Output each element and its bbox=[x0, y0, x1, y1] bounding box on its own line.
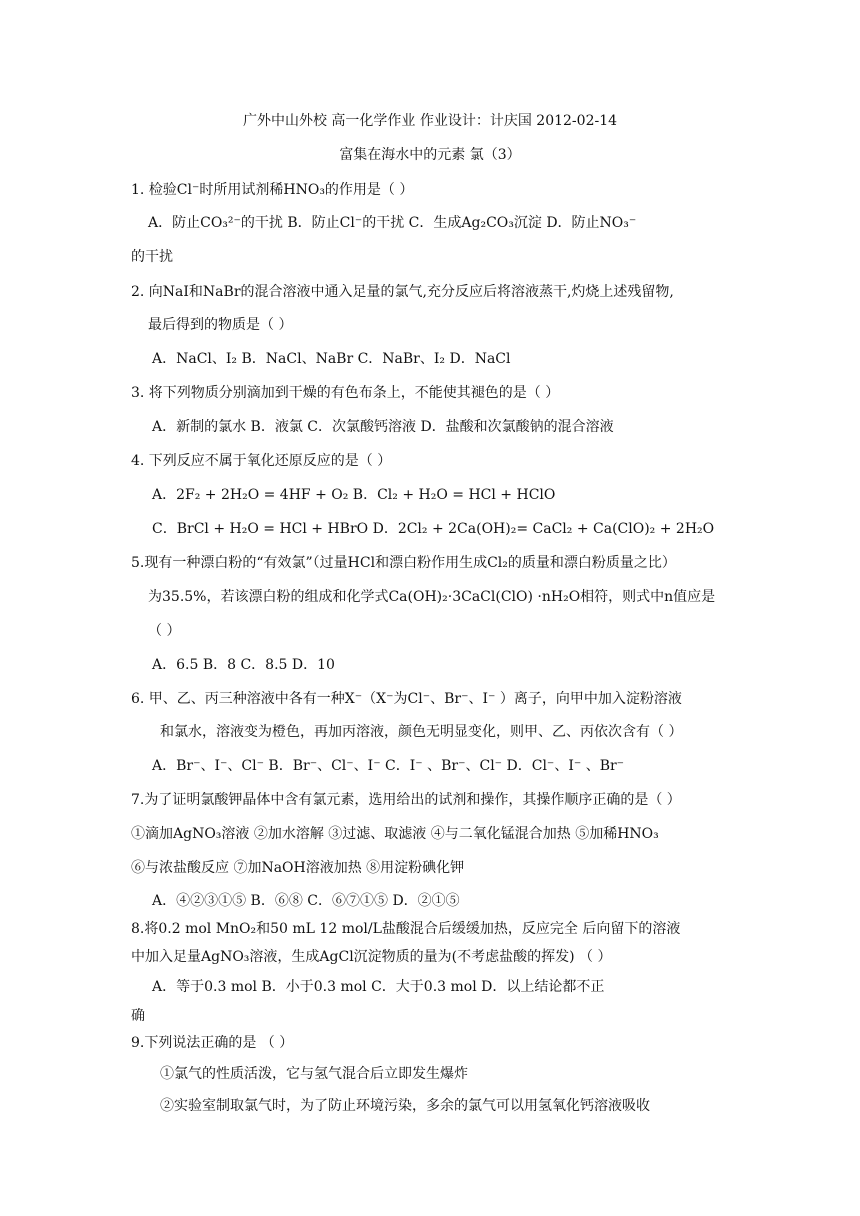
q8-options-cont: 确 bbox=[131, 1008, 145, 1024]
q2-options: A．NaCl、I₂ B．NaCl、NaBr C．NaBr、I₂ D．NaCl bbox=[152, 351, 511, 367]
q2-stem-cont: 最后得到的物质是（ ） bbox=[148, 317, 293, 333]
q4-options-ab: A．2F₂ + 2H₂O = 4HF + O₂ B．Cl₂ + H₂O = HCl + HClO bbox=[152, 487, 556, 503]
q5-stem-cont2: （ ） bbox=[148, 623, 181, 639]
q4-options-cd: C．BrCl + H₂O = HCl + HBrO D．2Cl₂ + 2Ca(OH)₂= CaCl₂ + Ca(ClO)₂ + 2H₂O bbox=[152, 521, 715, 537]
q7-stem: 7.为了证明氯酸钾晶体中含有氯元素，选用给出的试剂和操作，其操作顺序正确的是（ ） bbox=[131, 792, 681, 808]
section-title: 富集在海水中的元素 氯（3） bbox=[339, 147, 521, 163]
q8-stem-cont: 中加入足量AgNO₃溶液，生成AgCl沉淀物质的量为(不考虑盐酸的挥发) （ ） bbox=[131, 949, 612, 965]
q8-options: A．等于0.3 mol B．小于0.3 mol C．大于0.3 mol D．以上结论都不正 bbox=[152, 979, 605, 995]
q1-options: A．防止CO₃²⁻的干扰 B．防止Cl⁻的干扰 C．生成Ag₂CO₃沉淀 D．防止NO₃⁻ bbox=[148, 215, 637, 231]
q9-item: ②实验室制取氯气时，为了防止环境污染，多余的氯气可以用氢氧化钙溶液吸收 bbox=[160, 1098, 650, 1114]
q6-options: A．Br⁻、I⁻、Cl⁻ B．Br⁻、Cl⁻、I⁻ C．I⁻ 、Br⁻、Cl⁻ D．Cl⁻、I⁻ 、Br⁻ bbox=[152, 758, 625, 774]
q2-stem: 2. 向NaI和NaBr的混合溶液中通入足量的氯气,充分反应后将溶液蒸干,灼烧上述残留物, bbox=[131, 284, 674, 300]
q3-options: A．新制的氯水 B．液氯 C．次氯酸钙溶液 D．盐酸和次氯酸钠的混合溶液 bbox=[152, 419, 614, 435]
q7-options: A．④②③①⑤ B．⑥⑧ C．⑥⑦①⑤ D．②①⑤ bbox=[152, 893, 460, 909]
q6-stem-cont: 和氯水，溶液变为橙色，再加丙溶液，颜色无明显变化，则甲、乙、丙依次含有（ ） bbox=[160, 724, 683, 740]
q3-stem: 3. 将下列物质分别滴加到干燥的有色布条上，不能使其褪色的是（ ） bbox=[131, 385, 560, 401]
q9-item: ①氯气的性质活泼，它与氢气混合后立即发生爆炸 bbox=[160, 1066, 468, 1082]
q6-stem: 6. 甲、乙、丙三种溶液中各有一种X⁻（X⁻为Cl⁻、Br⁻、I⁻ ）离子，向甲中加入淀粉溶液 bbox=[131, 691, 682, 707]
q1-options-cont: 的干扰 bbox=[131, 249, 173, 265]
q8-stem: 8.将0.2 mol MnO₂和50 mL 12 mol/L盐酸混合后缓缓加热，反应完全 后向留下的溶液 bbox=[131, 921, 681, 937]
q9-stem: 9.下列说法正确的是 （ ） bbox=[131, 1035, 294, 1051]
q7-stem-cont2: ⑥与浓盐酸反应 ⑦加NaOH溶液加热 ⑧用淀粉碘化钾 bbox=[131, 860, 465, 876]
q1-stem: 1. 检验Cl⁻时所用试剂稀HNO₃的作用是（ ） bbox=[131, 182, 414, 198]
q4-stem: 4. 下列反应不属于氧化还原反应的是（ ） bbox=[131, 453, 392, 469]
q5-options: A．6.5 B．8 C．8.5 D．10 bbox=[152, 657, 335, 673]
q7-stem-cont: ①滴加AgNO₃溶液 ②加水溶解 ③过滤、取滤液 ④与二氧化锰混合加热 ⑤加稀HNO₃ bbox=[131, 826, 659, 842]
q5-stem: 5.现有一种漂白粉的“有效氯”（过量HCl和漂白粉作用生成Cl₂的质量和漂白粉质量之比） bbox=[131, 555, 676, 571]
q5-stem-cont: 为35.5%，若该漂白粉的组成和化学式Ca(OH)₂·3CaCl(ClO) ·nH₂O相符，则式中n值应是 bbox=[148, 589, 716, 605]
header-line: 广外中山外校 高一化学作业 作业设计：计庆国 2012-02-14 bbox=[242, 113, 618, 129]
